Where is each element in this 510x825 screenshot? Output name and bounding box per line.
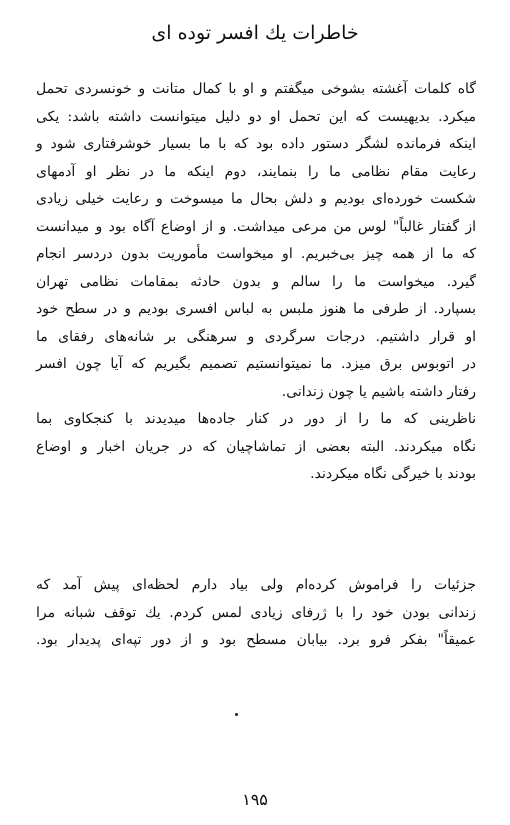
text-line: عمیقاً" بفكر فرو برد. بیابان مسطح بود و از دور تپه‌ای پدیدار بود. — [36, 632, 476, 648]
text-line: زندانی بودن خود را با ژرفای زیادی لمس كردم. یك توقف شبانه مرا — [36, 604, 476, 621]
text-line: نگاه میكردند. البته بعضی از تماشاچیان كه در جریان اخبار و اوضاع — [36, 438, 476, 455]
text-line: رفتار داشته باشیم یا چون زندانی. — [281, 383, 476, 400]
text-line: شكست خورده‌ای بودیم و دلش بحال ما میسوخت و رعایت خیلی زیادی — [36, 191, 476, 207]
text-line: جزئیات را فراموش كرده‌ام ولی بیاد دارم لحظه‌ای پیش آمد كه — [36, 577, 476, 593]
text-line: از گفتار غالباً" لوس من مرعی میداشت. و از اوضاع آگاه بود و میدانست — [36, 218, 476, 235]
text-line: میكرد. بدیهیست كه این تحمل او دو دلیل میتوانست داشته باشد: یكی — [36, 108, 476, 125]
page-title: خاطرات يك افسر توده ای — [151, 22, 359, 44]
text-line: كه ما از همه چیز بی‌خبریم. او میخواست مأموریت بدون دردسر انجام — [36, 246, 476, 262]
text-line: ناظرینی كه ما را از دور در كنار جاده‌ها میدیدند با كنجكاوی بما — [36, 411, 476, 427]
text-line: بسپارد. از طرفی ما هنوز ملبس به لباس افسری بودیم و در سطح خود — [36, 301, 476, 317]
text-line: بودند با خیرگی نگاه میكردند. — [310, 466, 476, 482]
paragraph-1 — [36, 76, 476, 406]
text-line: رعایت مقام نظامی ما را بنمایند، دوم اینكه ما در نظر او آدمهای — [36, 163, 476, 180]
text-line: گاه كلمات آغشته بشوخی میگفتم و او با كمال متانت و خونسردی تحمل — [36, 81, 476, 97]
stray-dot-mark — [235, 713, 238, 716]
page-number: ۱۹۵ — [242, 790, 268, 809]
paragraph-2 — [36, 406, 476, 489]
text-line: در اتوبوس برق میزد. ما نمیتوانستیم تصمیم بگیریم كه آیا چون افسر — [36, 356, 476, 372]
text-line: اینكه فرمانده لشگر دستور داده بود كه با ما بسیار خوشرفتاری شود و — [36, 136, 476, 152]
text-line: او قرار داشتیم. درجات سرگردی و سرهنگی بر شانه‌های رفقای ما — [36, 328, 476, 345]
paragraph-3 — [36, 572, 476, 655]
text-line: گیرد. میخواست ما را سالم و بدون حادثه بمقامات نظامی تهران — [36, 273, 476, 290]
